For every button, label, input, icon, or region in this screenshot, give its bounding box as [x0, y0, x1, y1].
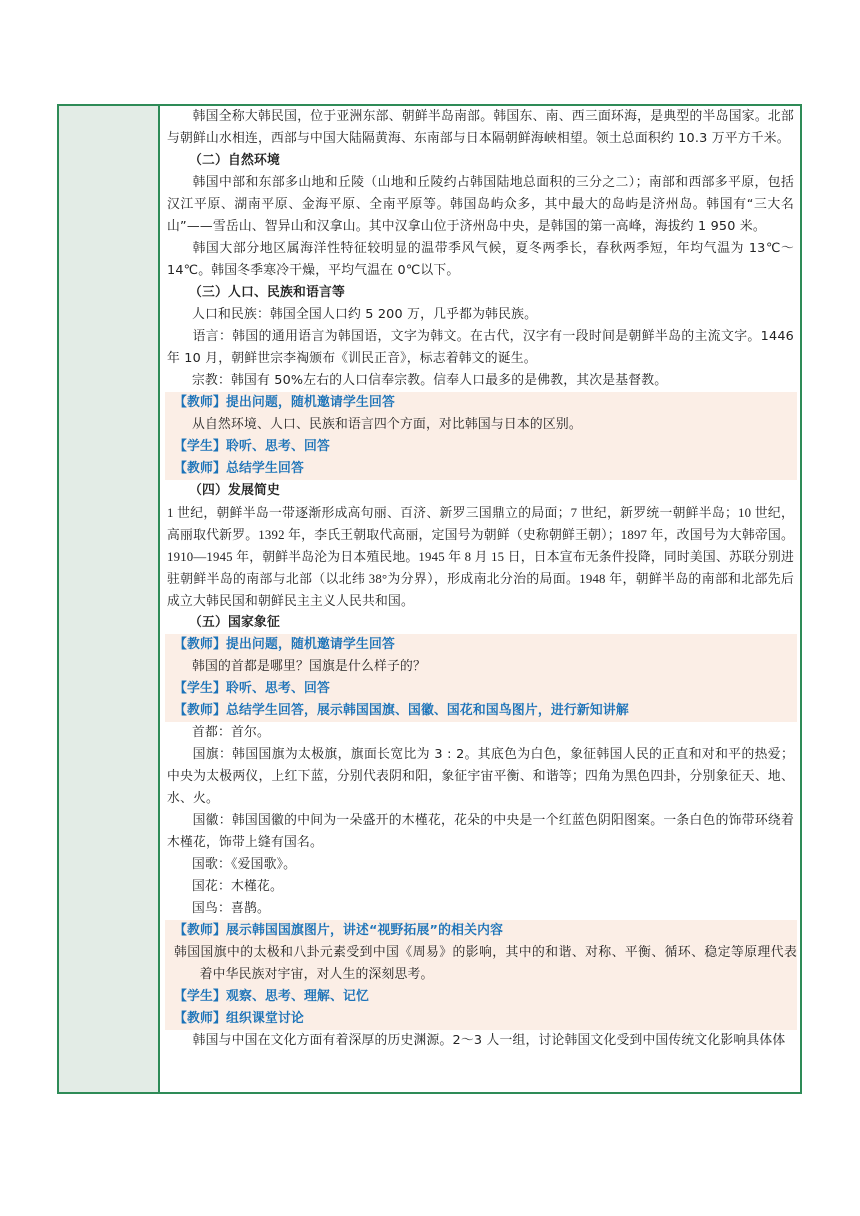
- capital-paragraph: 首都：首尔。: [192, 725, 270, 740]
- content-column: [160, 106, 800, 1092]
- left-column: [59, 106, 160, 1092]
- flag-paragraph: 国旗：韩国国旗为太极旗，旗面长宽比为 3 : 2。其底色为白色，象征韩国人民的正直和对和平的热爱；中央为太极两仪，上红下蓝，分别代表阴和阳，象征宇宙平衡、和谐等；四角为黑色四卦，分别象征天、地、水、火。: [167, 747, 794, 806]
- flower-paragraph: 国花：木槿花。: [192, 879, 283, 894]
- question-2-text: 韩国的首都是哪里？国旗是什么样子的？: [165, 656, 797, 678]
- teacher-flag-extension: 【教师】展示韩国国旗图片，讲述“视野拓展”的相关内容: [165, 920, 797, 942]
- nature-paragraph-1: 韩国中部和东部多山地和丘陵（山地和丘陵约占韩国陆地总面积的三分之二）；南部和西部多平原，包括汉江平原、湖南平原、金海平原、全南平原等。韩国岛屿众多，其中最大的岛屿是济州岛。韩国有“三大名山”——雪岳山、智异山和汉拿山。其中汉拿山位于济州岛中央，是韩国的第一高峰，海拔约 1 950 米。: [167, 175, 794, 234]
- heading-history: （四）发展简史: [189, 483, 280, 498]
- lesson-table: [57, 104, 802, 1094]
- flag-culture-text: 韩国国旗中的太极和八卦元素受到中国《周易》的影响，其中的和谐、对称、平衡、循环、稳定等原理代表着中华民族对宇宙，对人生的深刻思考。: [165, 942, 797, 986]
- population-paragraph: 人口和民族：韩国全国人口约 5 200 万，几乎都为韩民族。: [192, 307, 538, 322]
- heading-nature: （二）自然环境: [189, 153, 280, 168]
- language-paragraph: 语言：韩国的通用语言为韩国语，文字为韩文。在古代，汉字有一段时间是朝鲜半岛的主流文字。1446 年 10 月，朝鲜世宗李祹颁布《训民正音》，标志着韩文的诞生。: [167, 329, 794, 366]
- location-paragraph: 韩国全称大韩民国，位于亚洲东部、朝鲜半岛南部。韩国东、南、西三面环海，是典型的半岛国家。北部与朝鲜山水相连，西部与中国大陆隔黄海、东南部与日本隔朝鲜海峡相望。领土总面积约 10.3 万平方千米。: [167, 109, 794, 146]
- heading-population: （三）人口、民族和语言等: [189, 285, 345, 300]
- student-response-3: 【学生】观察、思考、理解、记忆: [165, 986, 797, 1008]
- student-response-2: 【学生】聆听、思考、回答: [165, 678, 797, 700]
- teacher-summary-1: 【教师】总结学生回答: [165, 458, 797, 480]
- emblem-paragraph: 国徽：韩国国徽的中间为一朵盛开的木槿花，花朵的中央是一个红蓝色阴阳图案。一条白色的饰带环绕着木槿花，饰带上缝有国名。: [167, 813, 794, 850]
- teacher-discussion: 【教师】组织课堂讨论: [165, 1008, 797, 1030]
- nature-paragraph-2: 韩国大部分地区属海洋性特征较明显的温带季风气候，夏冬两季长，春秋两季短，年均气温为 13℃～14℃。韩国冬季寒冷干燥，平均气温在 0℃以下。: [167, 241, 794, 278]
- teacher-question-2: 【教师】提出问题，随机邀请学生回答: [165, 634, 797, 656]
- discussion-paragraph: 韩国与中国在文化方面有着深厚的历史渊源。2～3 人一组，讨论韩国文化受到中国传统文化影响具体体: [192, 1033, 786, 1048]
- religion-paragraph: 宗教：韩国有 50%左右的人口信奉宗教。信奉人口最多的是佛教，其次是基督教。: [192, 373, 668, 388]
- question-1-text: 从自然环境、人口、民族和语言四个方面，对比韩国与日本的区别。: [165, 414, 797, 436]
- bird-paragraph: 国鸟：喜鹊。: [192, 901, 270, 916]
- history-paragraph: 1 世纪，朝鲜半岛一带逐渐形成高句丽、百济、新罗三国鼎立的局面；7 世纪，新罗统一朝鲜半岛；10 世纪，高丽取代新罗。1392 年，李氏王朝取代高丽，定国号为朝鲜（史称朝鲜王朝）；1897 年，改国号为大韩帝国。1910—1945 年，朝鲜半岛沦为日本殖民地。1945 年 8 月 15 日，日本宣布无条件投降，同时美国、苏联分别进驻朝鲜半岛的南部与北部（以北纬 38°为分界），形成南北分治的局面。1948 年，朝鲜半岛的南部和北部先后成立大韩民国和朝鲜民主主义人民共和国。: [167, 506, 794, 608]
- anthem-paragraph: 国歌：《爱国歌》。: [192, 857, 297, 872]
- teacher-question-1: 【教师】提出问题，随机邀请学生回答: [165, 392, 797, 414]
- teacher-summary-2: 【教师】总结学生回答，展示韩国国旗、国徽、国花和国鸟图片，进行新知讲解: [165, 700, 797, 722]
- student-response-1: 【学生】聆听、思考、回答: [165, 436, 797, 458]
- heading-symbols: （五）国家象征: [189, 615, 280, 630]
